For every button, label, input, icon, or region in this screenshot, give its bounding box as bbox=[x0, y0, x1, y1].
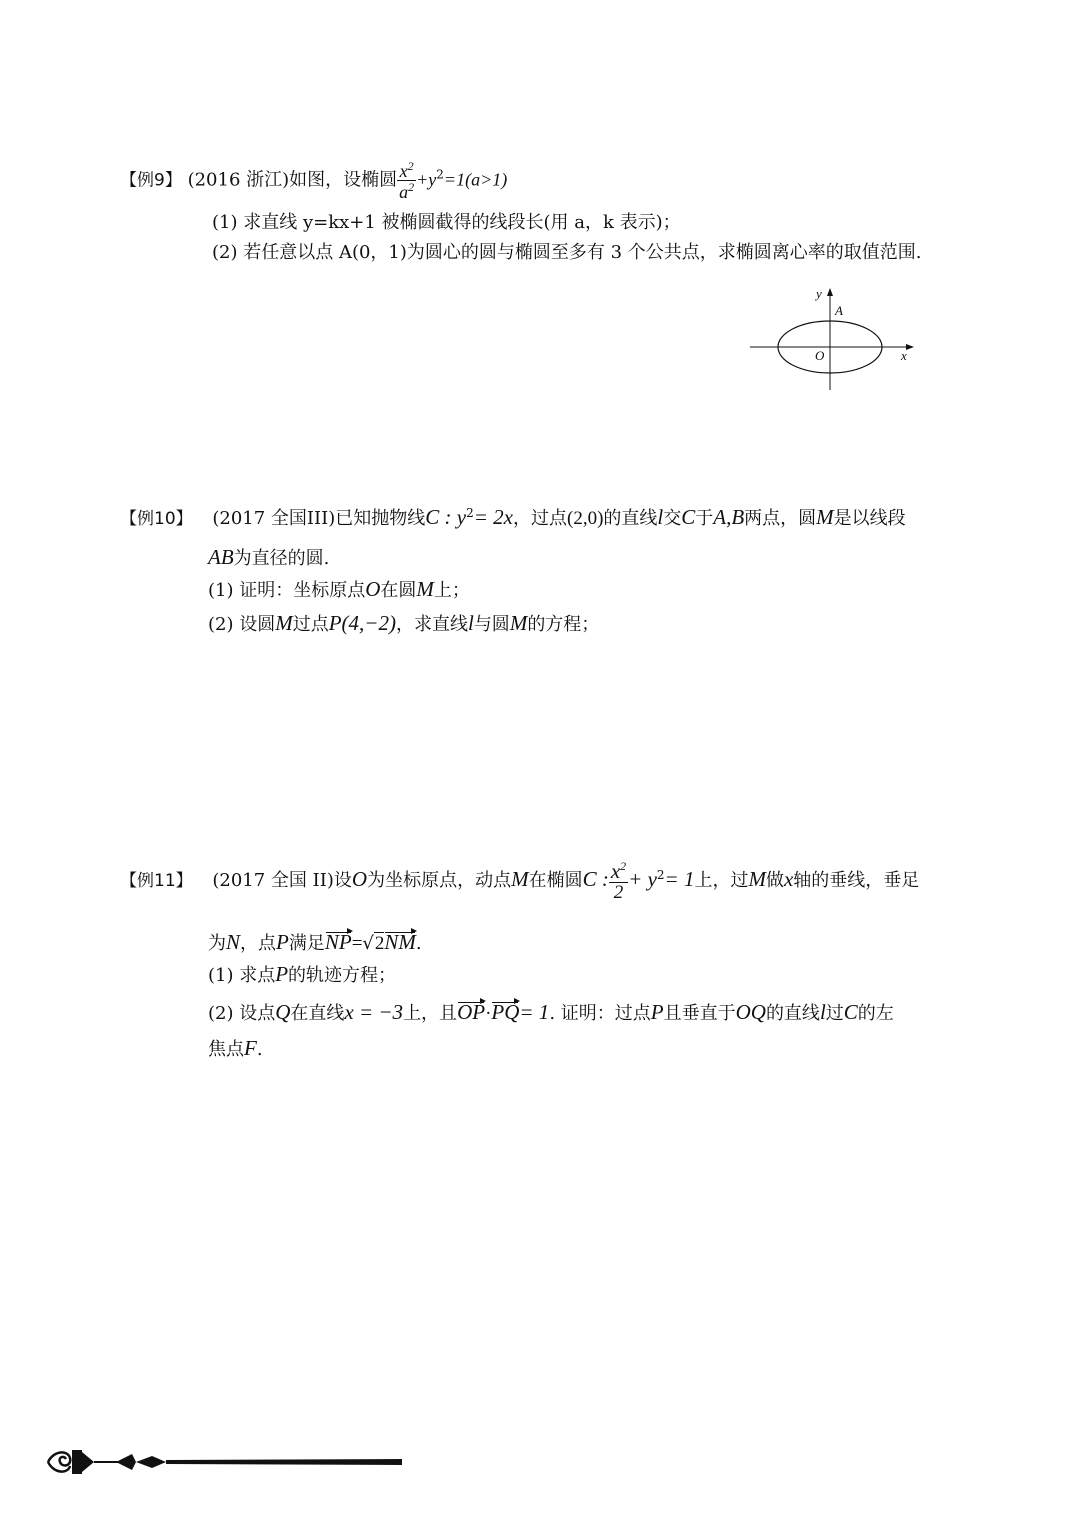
example-10-tag: 【例10】 bbox=[120, 509, 193, 529]
vector-nm: NM bbox=[384, 930, 416, 954]
example-9-source: (2016 浙江)如图，设椭圆 bbox=[187, 169, 398, 191]
footer-ornament-icon bbox=[44, 1440, 404, 1484]
example-10 bbox=[120, 505, 1000, 645]
sqrt-2: 2 bbox=[374, 933, 385, 954]
example-9-tail-a: +y bbox=[416, 169, 437, 190]
example-10-line-2: AB为直径的圆. bbox=[208, 545, 330, 569]
example-11 bbox=[120, 860, 1000, 1070]
vector-np: NP bbox=[324, 930, 352, 954]
ellipse-figure bbox=[744, 280, 924, 400]
example-10-question-2: (2) 设圆M过点P(4,−2)，求直线l与圆M的方程； bbox=[208, 611, 600, 635]
example-11-line-5: 焦点F. bbox=[208, 1036, 263, 1060]
example-9-tail-b: =1(a>1) bbox=[443, 169, 508, 190]
figure-a-label: A bbox=[835, 303, 843, 318]
example-11-line-1: 【例11】 (2017 全国 II)设O为坐标原点，动点M在椭圆C : $\frac{x^2}{2}$ + $y^2= 1$上，过M做x轴的垂线，垂足 bbox=[120, 859, 920, 903]
example-9-header: 【例9】 (2016 浙江)如图，设椭圆 $\frac{x^2}{a^2}$ $+y^2=1(a>1)$ bbox=[120, 159, 508, 202]
ellipse-fraction: $\frac{x^2}{a^2}$ bbox=[399, 159, 415, 202]
example-10-question-1: (1) 证明：坐标原点O在圆M上； bbox=[208, 577, 470, 601]
example-11-tag: 【例11】 bbox=[120, 871, 193, 891]
example-11-line-2: 为N，点P满足NP=√2NM. bbox=[208, 930, 422, 954]
ellipse-c-fraction: $\frac{x^2}{2}$ bbox=[610, 859, 627, 903]
example-11-question-2: (2) 设点Q在直线x = −3上，且OP·PQ= 1. 证明：过点P且垂直于OQ的直线l过C的左 bbox=[208, 1000, 894, 1024]
figure-o-label: O bbox=[815, 348, 825, 363]
vector-op: OP bbox=[457, 1000, 486, 1024]
vector-pq: PQ bbox=[491, 1000, 520, 1024]
example-10-line-1: 【例10】 (2017 全国III)已知抛物线C : $y^2= 2x$，过点(2,0)的直线l交C于A,B两点，圆M是以线段 bbox=[120, 505, 906, 529]
figure-x-label: x bbox=[901, 348, 907, 363]
figure-y-label: y bbox=[816, 286, 822, 301]
example-9-question-2: (2) 若任意以点 A(0，1)为圆心的圆与椭圆至多有 3 个公共点，求椭圆离心率的取值范围. bbox=[212, 242, 922, 263]
example-9-tag: 【例9】 bbox=[120, 170, 182, 191]
example-9-question-1: (1) 求直线 y=kx+1 被椭圆截得的线段长(用 a，k 表示)； bbox=[212, 212, 681, 233]
example-11-question-1: (1) 求点P的轨迹方程； bbox=[208, 962, 397, 986]
